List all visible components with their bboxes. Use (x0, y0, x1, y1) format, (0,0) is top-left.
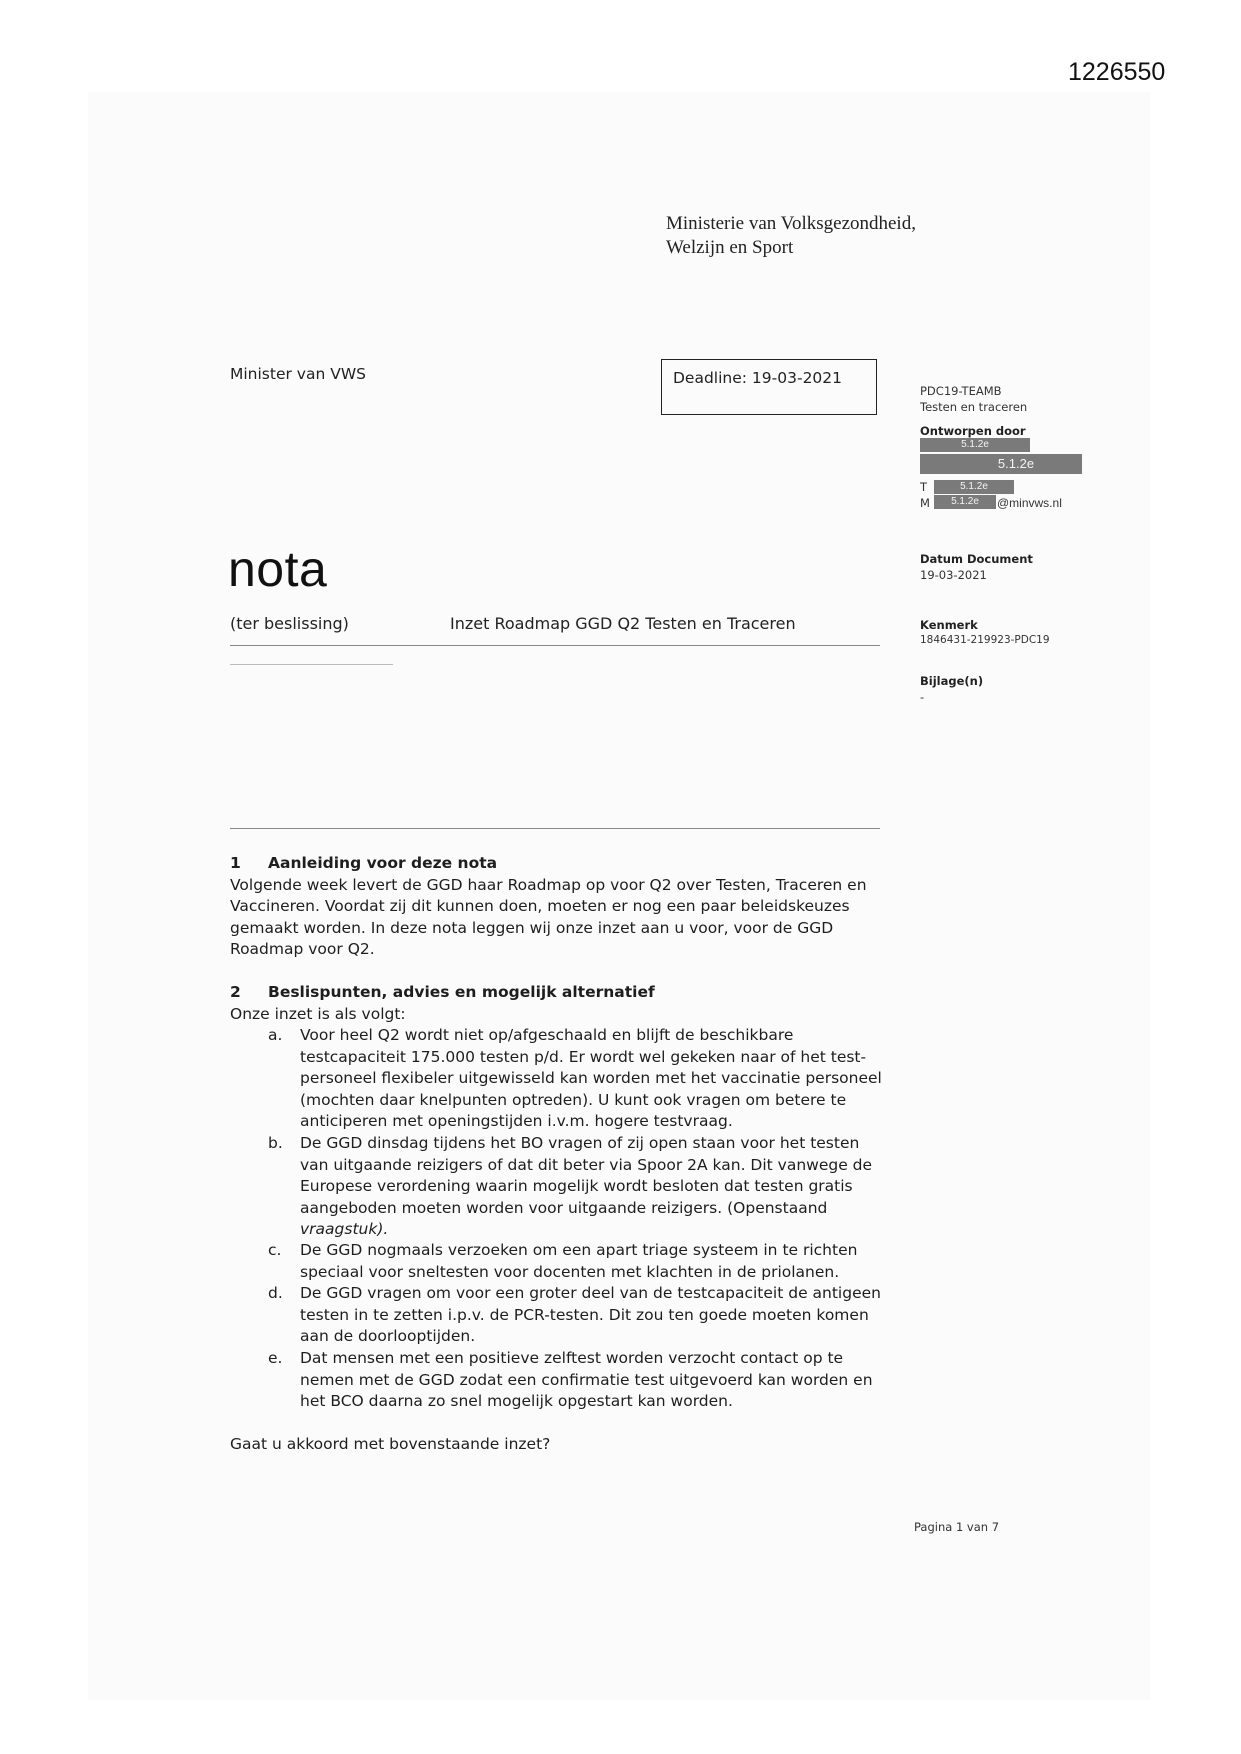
ministry-logo-text (666, 212, 916, 260)
paragraph-line: Volgende week levert de GGD haar Roadmap op voor Q2 over Testen, Traceren en (230, 875, 867, 894)
list-item: c. De GGD nogmaals verzoeken om een apart triage systeem in te richten speciaal voor sneltesten voor docenten met klachten in de priolanen. (268, 1241, 858, 1281)
designed-by-label: Ontworpen door (920, 424, 1026, 438)
addressee: Minister van VWS (230, 365, 366, 383)
ministry-line-1: Ministerie van Volksgezondheid, (666, 213, 916, 234)
document-subject: Inzet Roadmap GGD Q2 Testen en Traceren (450, 614, 796, 633)
email-domain: @minvws.nl (997, 496, 1062, 510)
paragraph-line: Roadmap voor Q2. (230, 940, 375, 958)
phone-label: T (920, 480, 928, 494)
body-divider (230, 828, 880, 829)
date-label: Datum Document (920, 552, 1033, 566)
section-2-heading: 2 Beslispunten, advies en mogelijk alternatief (230, 983, 655, 1001)
redaction-block: 5.1.2e (934, 480, 1014, 494)
page-indicator: Pagina 1 van 7 (914, 1520, 1000, 1534)
team: Testen en traceren (920, 400, 1028, 414)
subject-divider (230, 645, 880, 646)
section-2-intro: Onze inzet is als volgt: (230, 1004, 406, 1023)
reference-label: Kenmerk (920, 618, 978, 632)
deadline-text: Deadline: 19-03-2021 (673, 369, 843, 387)
department: PDC19-TEAMB (920, 384, 1002, 398)
mobile-label: M (920, 496, 930, 510)
redaction-block: 5.1.2e (920, 438, 1030, 452)
attachments-label: Bijlage(n) (920, 674, 984, 688)
attachments-value: - (920, 690, 925, 704)
list-item: b. De GGD dinsdag tijdens het BO vragen of zij open staan voor het testen van uitgaande reizigers of dat dit beter via Spoor 2A kan. Dit vanwege de Europese verordening waarin mogelijk wordt besloten dat testen gratis aangeboden moeten worden voor uitgaande reizigers. (Openstaand vraagstuk). (268, 1134, 873, 1238)
section-1-heading: 1 Aanleiding voor deze nota (230, 854, 498, 872)
document-title: nota (228, 541, 328, 597)
section-1 (230, 853, 867, 961)
list-item: a. Voor heel Q2 wordt niet op/afgeschaald en blijft de beschikbare testcapaciteit 175.000 testen p/d. Er wordt wel gekeken naar of het test- personeel flexibeler uitgewisseld kan worden met het vaccinatie personeel (mochten daar knelpunten optreden). U kunt ook vragen om betere te anticiperen met openingstijden i.v.m. hogere testvraag. (268, 1026, 882, 1130)
date-value: 19-03-2021 (920, 568, 987, 582)
deadline-box (661, 359, 877, 415)
ministry-line-2: Welzijn en Sport (666, 237, 794, 258)
reference-value: 1846431-219923-PDC19 (920, 634, 1050, 646)
short-divider (230, 664, 393, 665)
document-subtype: (ter beslissing) (230, 614, 349, 633)
redaction-block: 5.1.2e (920, 454, 1082, 474)
paragraph-line: gemaakt worden. In deze nota leggen wij onze inzet aan u voor, voor de GGD (230, 918, 834, 937)
list-item: d. De GGD vragen om voor een groter deel van de testcapaciteit de antigeen testen in te zetten i.p.v. de PCR-testen. Dit zou ten goede moeten komen aan de doorlooptijden. (268, 1284, 881, 1345)
list-item: e. Dat mensen met een positieve zelftest worden verzocht contact op te nemen met de GGD zodat een confirmatie test uitgevoerd kan worden en het BCO daarna zo snel mogelijk opgestart kan worden. (268, 1349, 873, 1410)
document-id: 1226550 (1068, 58, 1166, 86)
paragraph-line: Vaccineren. Voordat zij dit kunnen doen, moeten er nog een paar beleidskeuzes (230, 897, 850, 915)
section-2 (230, 982, 655, 1025)
redaction-block: 5.1.2e (934, 495, 996, 509)
closing-question: Gaat u akkoord met bovenstaande inzet? (230, 1435, 551, 1453)
